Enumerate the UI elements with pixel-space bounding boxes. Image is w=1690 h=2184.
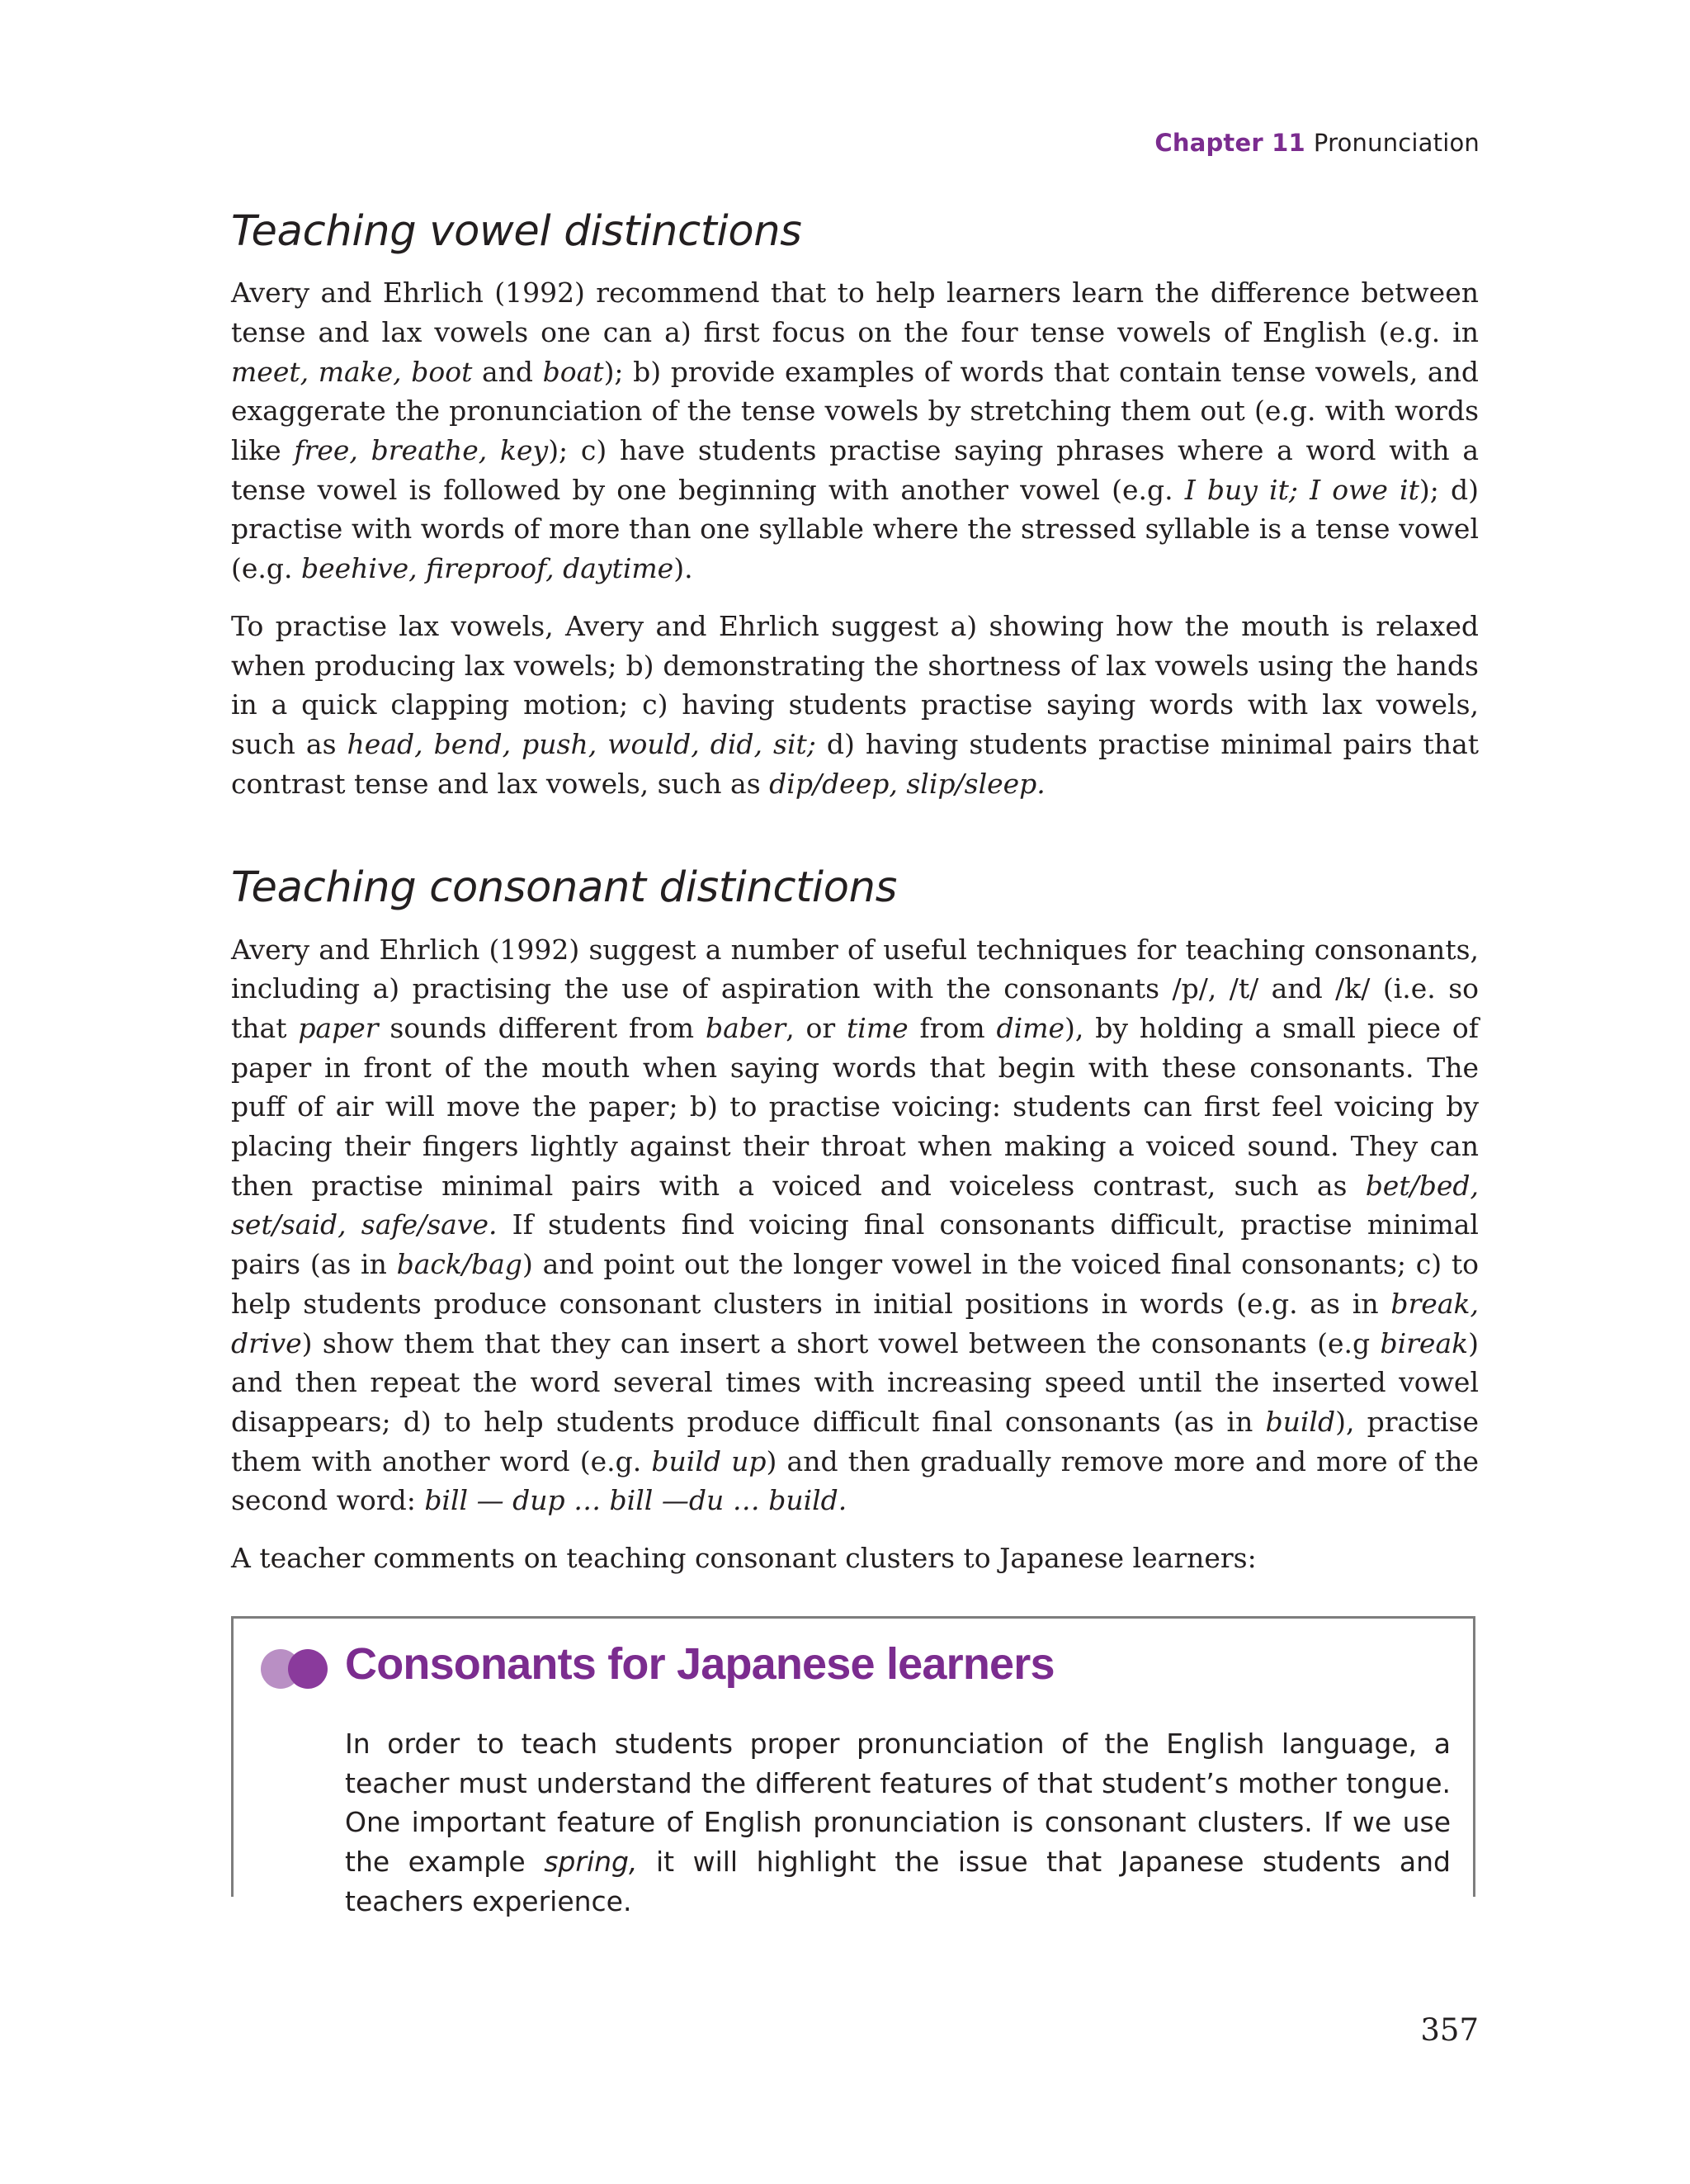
italic-term: free, breathe, key xyxy=(294,434,549,466)
italic-term: beehive, fireproof, daytime xyxy=(301,552,674,585)
box-title: Consonants for Japanese learners xyxy=(345,1639,1055,1689)
italic-term: meet, make, boot xyxy=(231,355,473,388)
italic-term: bill — dup … bill —du … build. xyxy=(424,1484,847,1517)
icon-circle-front xyxy=(288,1649,328,1689)
italic-term: bet/bed, set/said, safe/save. xyxy=(231,1169,1479,1241)
italic-term: back/bag xyxy=(396,1248,522,1281)
italic-term: bireak xyxy=(1380,1326,1469,1359)
italic-term: boat xyxy=(542,355,604,388)
paragraph: A teacher comments on teaching consonant clusters to Japanese learners: xyxy=(231,1542,1257,1575)
section-heading-consonants: Teaching consonant distinctions xyxy=(231,863,897,913)
italic-term: baber xyxy=(705,1011,786,1044)
chapter-label: Chapter 11 xyxy=(1154,129,1305,157)
italic-term: time xyxy=(847,1011,909,1044)
paragraph: Avery and Ehrlich (1992) recommend that to help learners learn the difference between tense and lax vowels one can a) first focus on the four tense vowels of English (e.g. in meet, make, boot and boat); b) provide examples of words that contain tense vowels, and exaggerate the pronunciation of the tense vowels by stretching them out (e.g. with words like free, breathe, key); c) have students practise saying phrases where a word with a tense vowel is followed by one beginning with another vowel (e.g. I buy it; I owe it); d) practise with words of more than one syllable where the stressed syllable is a tense vowel (e.g. beehive, fireproof, daytime). xyxy=(231,277,1479,585)
main-content xyxy=(231,206,1479,1596)
italic-term: build up xyxy=(651,1444,767,1477)
italic-term: build xyxy=(1265,1405,1336,1438)
running-head xyxy=(1154,129,1480,157)
page-number: 357 xyxy=(1420,2012,1479,2048)
italic-term: paper xyxy=(298,1011,379,1044)
speech-circles-icon xyxy=(260,1648,329,1690)
italic-term: dip/deep, slip/sleep. xyxy=(769,767,1046,800)
teacher-voice-box xyxy=(231,1616,1475,1917)
italic-term: dime xyxy=(996,1011,1065,1044)
chapter-title: Pronunciation xyxy=(1313,129,1480,157)
paragraph: Avery and Ehrlich (1992) suggest a number of useful techniques for teaching consonants, including a) practising the use of aspiration with the consonants /p/, /t/ and /k/ (i.e. so that paper sounds different from baber, or time from dime), by holding a small piece of paper in front of the mouth when saying words that begin with these consonants. The puff of air will move the paper; b) to practise voicing: students can first feel voicing by placing their fingers lightly against their throat when making a voiced sound. They can then practise minimal pairs with a voiced and voiceless contrast, such as bet/bed, set/said, safe/save. If students find voicing final consonants difficult, practise minimal pairs (as in back/bag) and point out the longer vowel in the voiced final consonants; c) to help students produce consonant clusters in initial positions in words (e.g. as in break, drive) show them that they can insert a short vowel between the consonants (e.g bireak) and then repeat the word several times with increasing speed until the inserted vowel disappears; d) to help students produce difficult final consonants (as in build), practise them with another word (e.g. build up) and then gradually remove more and more of the second word: bill — dup … bill —du … build. xyxy=(231,933,1479,1517)
paragraph: To practise lax vowels, Avery and Ehrlich suggest a) showing how the mouth is relaxed when producing lax vowels; b) demonstrating the shortness of lax vowels using the hands in a quick clapping motion; c) having students practise saying words with lax vowels, such as head, bend, push, would, did, sit; d) having students practise minimal pairs that contrast tense and lax vowels, such as dip/deep, slip/sleep. xyxy=(231,609,1479,800)
italic-term: break, drive xyxy=(231,1287,1479,1359)
box-text: In order to teach students proper pronunciation of the English language, a teacher must understand the different features of that student’s mother tongue. One important feature of English pronunciation is consonant clusters. If we use the example spring, it will highlight the issue that Japanese students and teachers experience. xyxy=(345,1728,1451,1917)
section-heading-vowels: Teaching vowel distinctions xyxy=(231,207,802,256)
italic-term: head, bend, push, would, did, sit; xyxy=(347,727,816,760)
italic-term: spring, xyxy=(544,1846,638,1879)
italic-term: I buy it; I owe it xyxy=(1184,473,1419,506)
